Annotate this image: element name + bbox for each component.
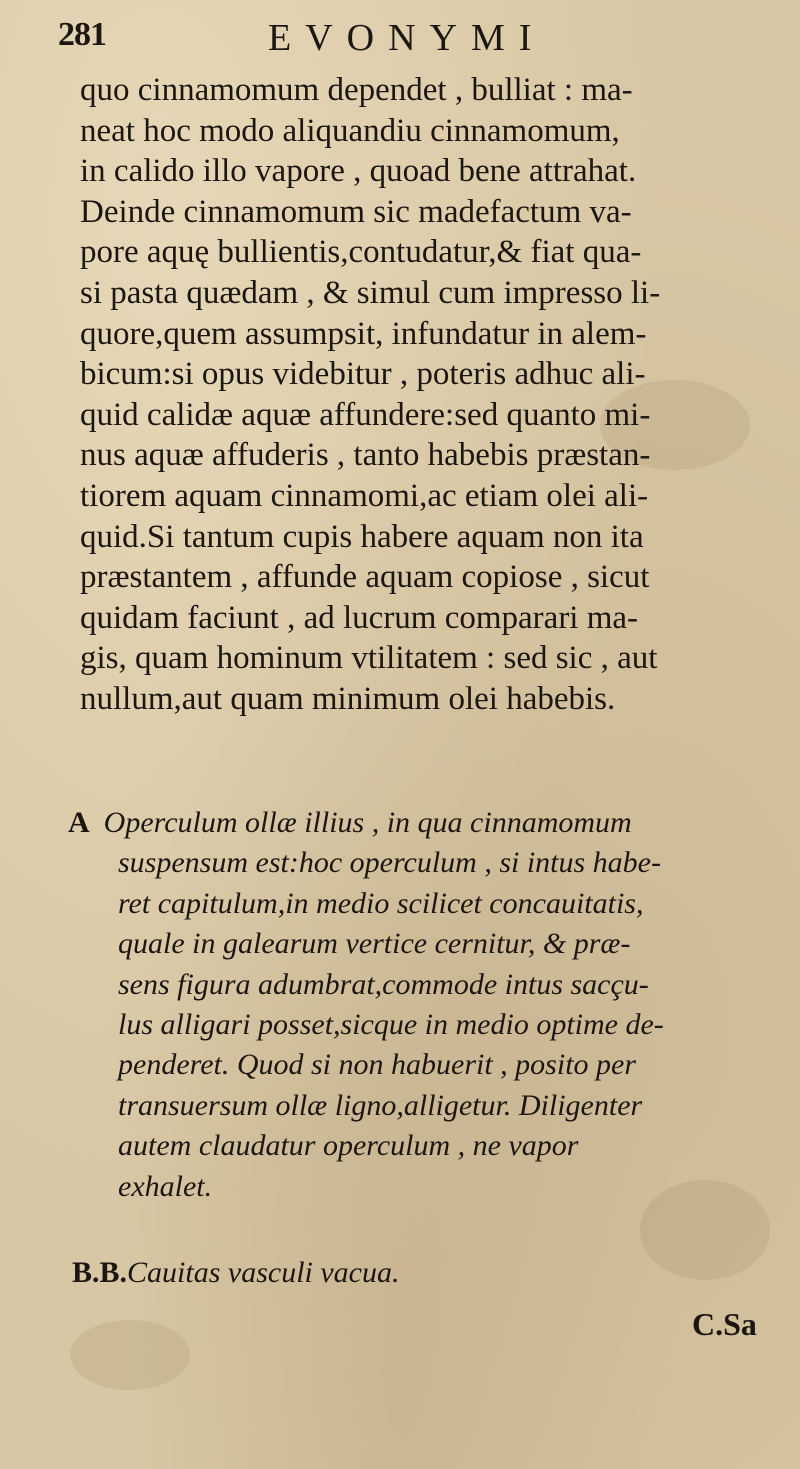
text-line: Deinde cinnamomum sic madefactum va-: [80, 193, 632, 230]
page-header: [58, 14, 758, 64]
note-line: suspensum est:hoc operculum , si intus habe-: [118, 846, 661, 880]
figure-caption: [72, 1256, 400, 1290]
note-line: sens figura adumbrat,commode intus sacçu-: [118, 967, 649, 1001]
note-line: autem claudatur operculum , ne vapor: [118, 1129, 579, 1163]
text-line: quore,quem assumpsit, infundatur in alem-: [80, 315, 647, 352]
text-line: præstantem , affunde aquam copiose , sicut: [80, 559, 650, 596]
catchword: C.Sa: [692, 1306, 757, 1342]
note-line: penderet. Quod si non habuerit , posito per: [118, 1048, 637, 1082]
note-line: transuersum ollæ ligno,alligetur. Diligenter: [118, 1088, 643, 1122]
body-text: [80, 70, 780, 720]
note-line: lus alligari posset,sicque in medio optime de-: [118, 1007, 664, 1041]
figure-note: [68, 803, 788, 1207]
paper-stain: [70, 1320, 190, 1390]
page-number: 281: [58, 16, 106, 53]
note-letter: A: [68, 806, 90, 839]
text-line: gis, quam hominum vtilitatem : sed sic , aut: [80, 640, 658, 677]
text-line: si pasta quædam , & simul cum impresso li-: [80, 274, 661, 311]
text-line: nus aquæ affuderis , tanto habebis præstan-: [80, 437, 651, 474]
note-line: ret capitulum,in medio scilicet concauitatis,: [118, 886, 644, 920]
note-line: quale in galearum vertice cernitur, & præ-: [118, 927, 631, 961]
running-head: EVONYMI: [268, 17, 546, 59]
text-line: quidam faciunt , ad lucrum comparari ma-: [80, 599, 639, 636]
text-line: quid calidæ aquæ affundere:sed quanto mi-: [80, 396, 651, 433]
text-line: quid.Si tantum cupis habere aquam non ita: [80, 518, 644, 555]
text-line: quo cinnamomum dependet , bulliat : ma-: [80, 72, 633, 108]
text-line: in calido illo vapore , quoad bene attrahat.: [80, 153, 637, 190]
text-line: nullum,aut quam minimum olei habebis.: [80, 680, 616, 717]
text-line: tiorem aquam cinnamomi,ac etiam olei ali-: [80, 477, 649, 514]
caption-label: B.B.: [72, 1256, 128, 1289]
note-line: [68, 803, 788, 843]
note-line-text: Operculum ollæ illius , in qua cinnamomum: [103, 806, 632, 839]
text-line: bicum:si opus videbitur , poteris adhuc ali-: [80, 356, 646, 393]
text-line: pore aquę bullientis,contudatur,& fiat qua-: [80, 234, 642, 271]
text-line: neat hoc modo aliquandiu cinnamomum,: [80, 112, 620, 149]
caption-text: Cauitas vasculi vacua.: [127, 1256, 400, 1289]
note-line: exhalet.: [118, 1169, 213, 1203]
